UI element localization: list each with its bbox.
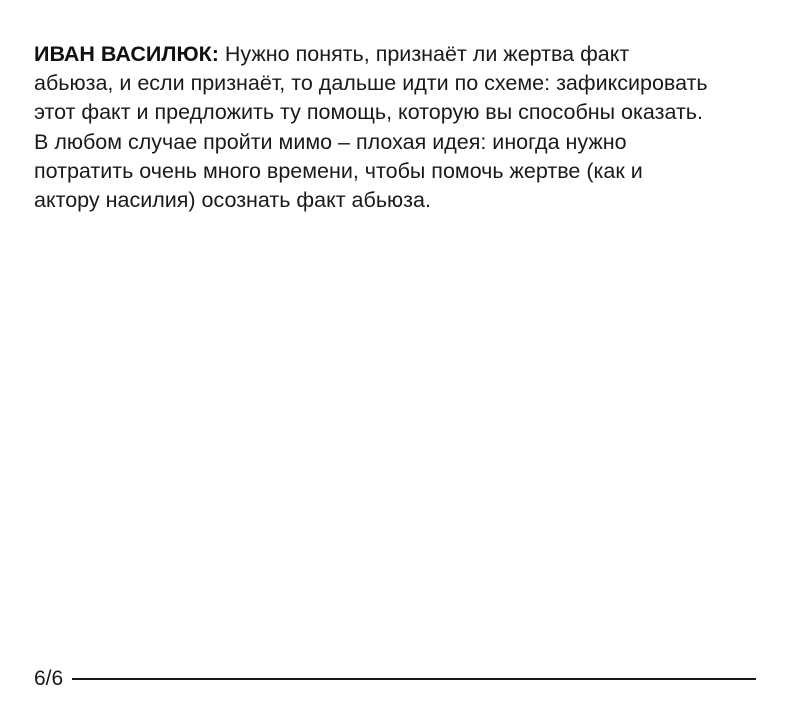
- speaker-name: ИВАН ВАСИЛЮК:: [34, 42, 219, 66]
- quote-line-6: актору насилия) осознать факт абьюза.: [34, 188, 431, 213]
- quote-line-4: В любом случае пройти мимо – плохая идея: иногда нужно: [34, 129, 627, 154]
- quote-line-3: этот факт и предложить ту помощь, которую вы способны оказать.: [34, 100, 703, 125]
- quote-line-1: [34, 40, 774, 69]
- quote-line-5: потратить очень много времени, чтобы помочь жертве (как и: [34, 158, 643, 183]
- footer-divider: [72, 678, 756, 680]
- footer: [34, 664, 756, 694]
- page-counter: 6/6: [34, 667, 64, 690]
- quote-line-2: абьюза, и если признаёт, то дальше идти по схеме: зафиксировать: [34, 71, 708, 96]
- quote-text: Нужно понять, признаёт ли жертва факт: [224, 42, 630, 66]
- quote-block: [34, 40, 774, 215]
